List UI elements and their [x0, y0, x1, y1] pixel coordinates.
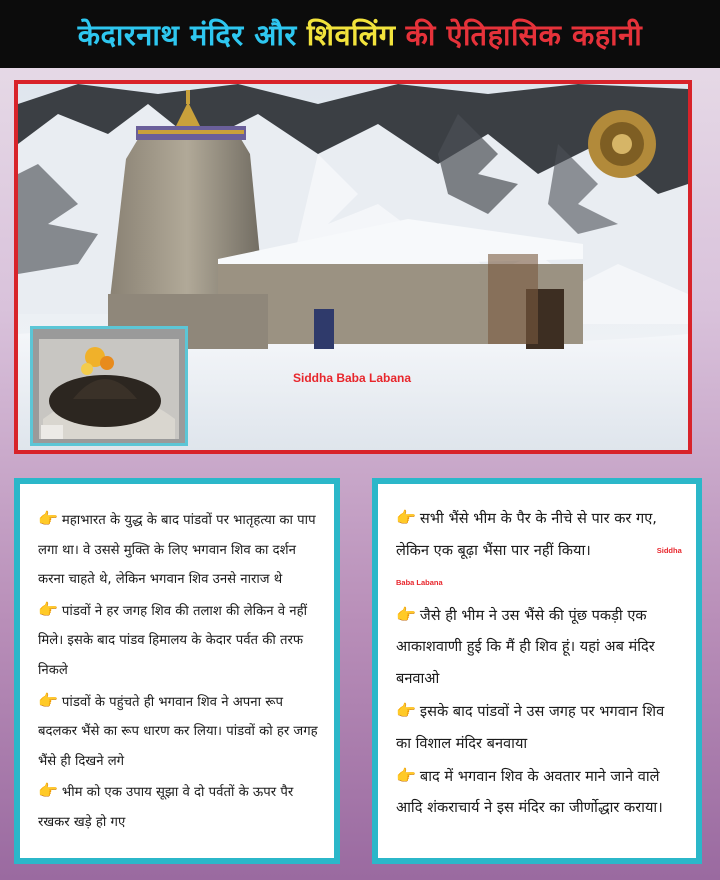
- story-paragraph: [396, 599, 682, 695]
- story-card-right: [372, 478, 702, 864]
- pointing-hand-icon: 👉: [396, 765, 416, 785]
- photo-credit: Siddha Baba Labana: [293, 371, 412, 385]
- title-part-3: की ऐतिहासिक कहानी: [405, 17, 643, 52]
- story-paragraph: [38, 686, 320, 777]
- story-paragraph: [38, 595, 320, 686]
- page-title: [0, 0, 720, 68]
- inline-credit: Siddha Baba Labana: [396, 545, 682, 587]
- story-paragraph: [396, 502, 682, 599]
- pointing-hand-icon: 👉: [38, 599, 58, 619]
- story-text: इसके बाद पांडवों ने उस जगह पर भगवान शिव का विशाल मंदिर बनवाया: [396, 702, 665, 752]
- story-text: पांडवों ने हर जगह शिव की तलाश की लेकिन वे नहीं मिले। इसके बाद पांडव हिमालय के केदार पर्वत की तरफ निकले: [38, 603, 307, 678]
- shivling-illustration: [33, 329, 185, 443]
- pointing-hand-icon: 👉: [38, 781, 58, 801]
- story-text: सभी भैंसे भीम के पैर के नीचे से पार कर गए, लेकिन एक बूढ़ा भैंसा पार नहीं किया।: [396, 510, 657, 559]
- story-text: भीम को एक उपाय सूझा वे दो पर्वतों के ऊपर पैर रखकर खड़े हो गए: [38, 785, 294, 830]
- story-paragraph: [396, 760, 682, 825]
- title-part-1: केदारनाथ मंदिर और: [77, 17, 297, 52]
- pointing-hand-icon: 👉: [38, 509, 58, 528]
- story-text: महाभारत के युद्ध के बाद पांडवों पर भातृहत्या का पाप लगा था। वे उससे मुक्ति के लिए भगवान शिव का दर्शन करना चाहते थे, लेकिन भगवान शिव उनसे नाराज थे: [38, 513, 316, 588]
- story-paragraph: [38, 776, 320, 837]
- story-text: बाद में भगवान शिव के अवतार माने जाने वाले आदि शंकराचार्य ने इस मंदिर का जीर्णोद्धार कराया।: [396, 767, 663, 817]
- kedarnath-temple-photo: [14, 80, 692, 454]
- shivling-inset-photo: [30, 326, 188, 446]
- pointing-hand-icon: 👉: [38, 690, 58, 710]
- pointing-hand-icon: 👉: [396, 604, 416, 624]
- story-text: पांडवों के पहुंचते ही भगवान शिव ने अपना रूप बदलकर भैंसे का रूप धारण कर लिया। पांडवों को हर जगह भैंसे ही दिखने लगे: [38, 694, 318, 769]
- title-part-2: शिवलिंग: [306, 17, 396, 52]
- story-paragraph: [38, 504, 320, 595]
- pointing-hand-icon: 👉: [396, 508, 416, 527]
- story-text: जैसे ही भीम ने उस भैंसे की पूंछ पकड़ी एक आकाशवाणी हुई कि मैं ही शिव हूं। यहां अब मंदिर बनवाओ: [396, 606, 655, 688]
- story-paragraph: [396, 695, 682, 760]
- pointing-hand-icon: 👉: [396, 700, 416, 720]
- story-card-left: [14, 478, 340, 864]
